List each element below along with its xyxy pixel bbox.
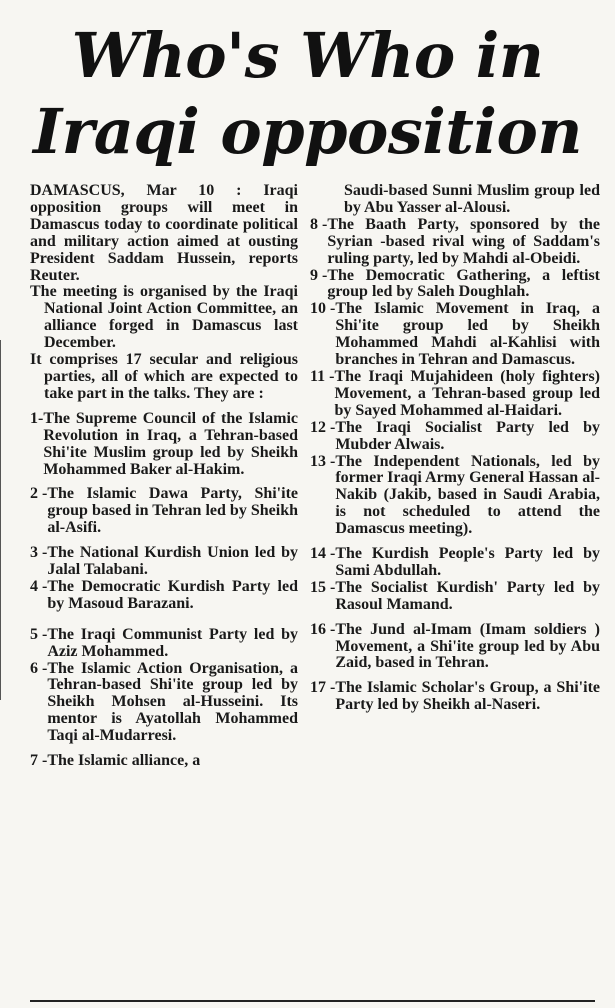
item-text: The Islamic Scholar's Group, a Shi'ite Party led by Sheikh al-Naseri.: [335, 679, 600, 714]
item-text: The Socialist Kurdish' Party led by Rasoul Mamand.: [335, 578, 600, 613]
item-number: 2 -: [30, 485, 48, 503]
intro-paragraph-2: The meeting is organised by the Iraqi National Joint Action Committee, an alliance forged in Damascus last December.: [30, 283, 298, 352]
list-item: [30, 661, 298, 746]
item-number: 13 -: [310, 452, 336, 470]
list-item: [30, 411, 298, 479]
right-column: [310, 183, 600, 714]
list-item: [310, 680, 600, 714]
item-text: The Democratic Kurdish Party led by Masoud Barazani.: [47, 577, 298, 612]
list-item: [30, 486, 298, 537]
dateline-paragraph: DAMASCUS, Mar 10 : Iraqi opposition groups will meet in Damascus today to coordinate political and military action aimed at ousting President Saddam Hussein, reports Reuter.: [30, 182, 298, 284]
headline-line-1: Who's Who in: [71, 19, 544, 92]
item-text: The Kurdish People's Party led by Sami Abdullah.: [335, 545, 600, 579]
item-number: 14 -: [310, 545, 336, 563]
item-number: 9 -: [310, 266, 328, 284]
list-item: [310, 268, 600, 302]
list-item: [310, 454, 600, 539]
list-item: [310, 622, 600, 673]
item-text: The Iraqi Mujahideen (holy fighters) Movement, a Tehran-based group led by Sayed Mohammed al-Haidari.: [334, 367, 600, 419]
item-number: 15 -: [310, 578, 336, 596]
list-item: [310, 580, 600, 614]
item-text: The Iraqi Communist Party led by Aziz Mohammed.: [47, 625, 298, 660]
list-item: [310, 301, 600, 369]
item-text: The Iraqi Socialist Party led by Mubder Alwais.: [335, 418, 600, 453]
headline-line-2: Iraqi opposition: [33, 95, 582, 168]
list-item: [310, 420, 600, 454]
list-item: [30, 753, 298, 770]
item-text: The Islamic Action Organisation, a Tehran-based Shi'ite group led by Sheikh Mohsen al-Husseini. Its mentor is Ayatollah Mohammed Taqi al-Mudarresi.: [47, 659, 298, 745]
left-column: [30, 183, 298, 770]
item-number: 1-: [30, 409, 44, 427]
item-text: The National Kurdish Union led by Jalal Talabani.: [47, 544, 298, 579]
item-number: 7 -: [30, 752, 48, 770]
item-text: The Baath Party, sponsored by the Syrian -based rival wing of Saddam's ruling party, led by Mahdi al-Obeidi.: [327, 215, 600, 267]
item-text: The Democratic Gathering, a leftist group led by Saleh Doughlah.: [327, 266, 600, 301]
item-number: 10 -: [310, 300, 336, 318]
bottom-rule: [30, 1000, 595, 1005]
list-item: [30, 545, 298, 579]
continuation-text: Saudi-based Sunni Muslim group led by Abu Yasser al-Alousi.: [344, 182, 600, 216]
item-number: 12 -: [310, 418, 336, 436]
item-number: 11 -: [310, 367, 335, 385]
item-number: 4 -: [30, 577, 48, 595]
item-text: The Islamic alliance, a: [47, 752, 201, 770]
item-number: 6 -: [30, 659, 48, 677]
list-item: [310, 546, 600, 580]
item-number: 16 -: [310, 620, 336, 638]
item-number: 5 -: [30, 625, 48, 643]
list-item: [310, 217, 600, 268]
list-item: [310, 369, 600, 420]
item-number: 3 -: [30, 544, 48, 562]
item-text: The Independent Nationals, led by former Iraqi Army General Hassan al-Nakib (Jakib, based in Saudi Arabia, is not scheduled to attend the Damascus meeting).: [335, 452, 600, 538]
headline: [0, 18, 615, 170]
intro-paragraph-3: It comprises 17 secular and religious parties, all of which are expected to take part in the talks. They are :: [30, 351, 298, 402]
item-text: The Islamic Dawa Party, Shi'ite group based in Tehran led by Sheikh al-Asifi.: [47, 485, 298, 537]
item-number: 8 -: [310, 215, 328, 233]
item-text: The Jund al-Imam (Imam soldiers ) Movement, a Shi'ite group led by Abu Zaid, based in Tehran.: [335, 620, 600, 672]
item-number: 17 -: [310, 679, 336, 697]
list-item: [30, 579, 298, 613]
item-text: The Islamic Movement in Iraq, a Shi'ite group led by Sheikh Mohammed Mahdi al-Kahlisi with branches in Tehran and Damascus.: [335, 300, 600, 369]
item-text: The Supreme Council of the Islamic Revolution in Iraq, a Tehran-based Shi'ite Muslim group led by Sheikh Mohammed Baker al-Hakim.: [43, 409, 298, 478]
list-item: [30, 627, 298, 661]
column-edge-line: [0, 340, 1, 700]
